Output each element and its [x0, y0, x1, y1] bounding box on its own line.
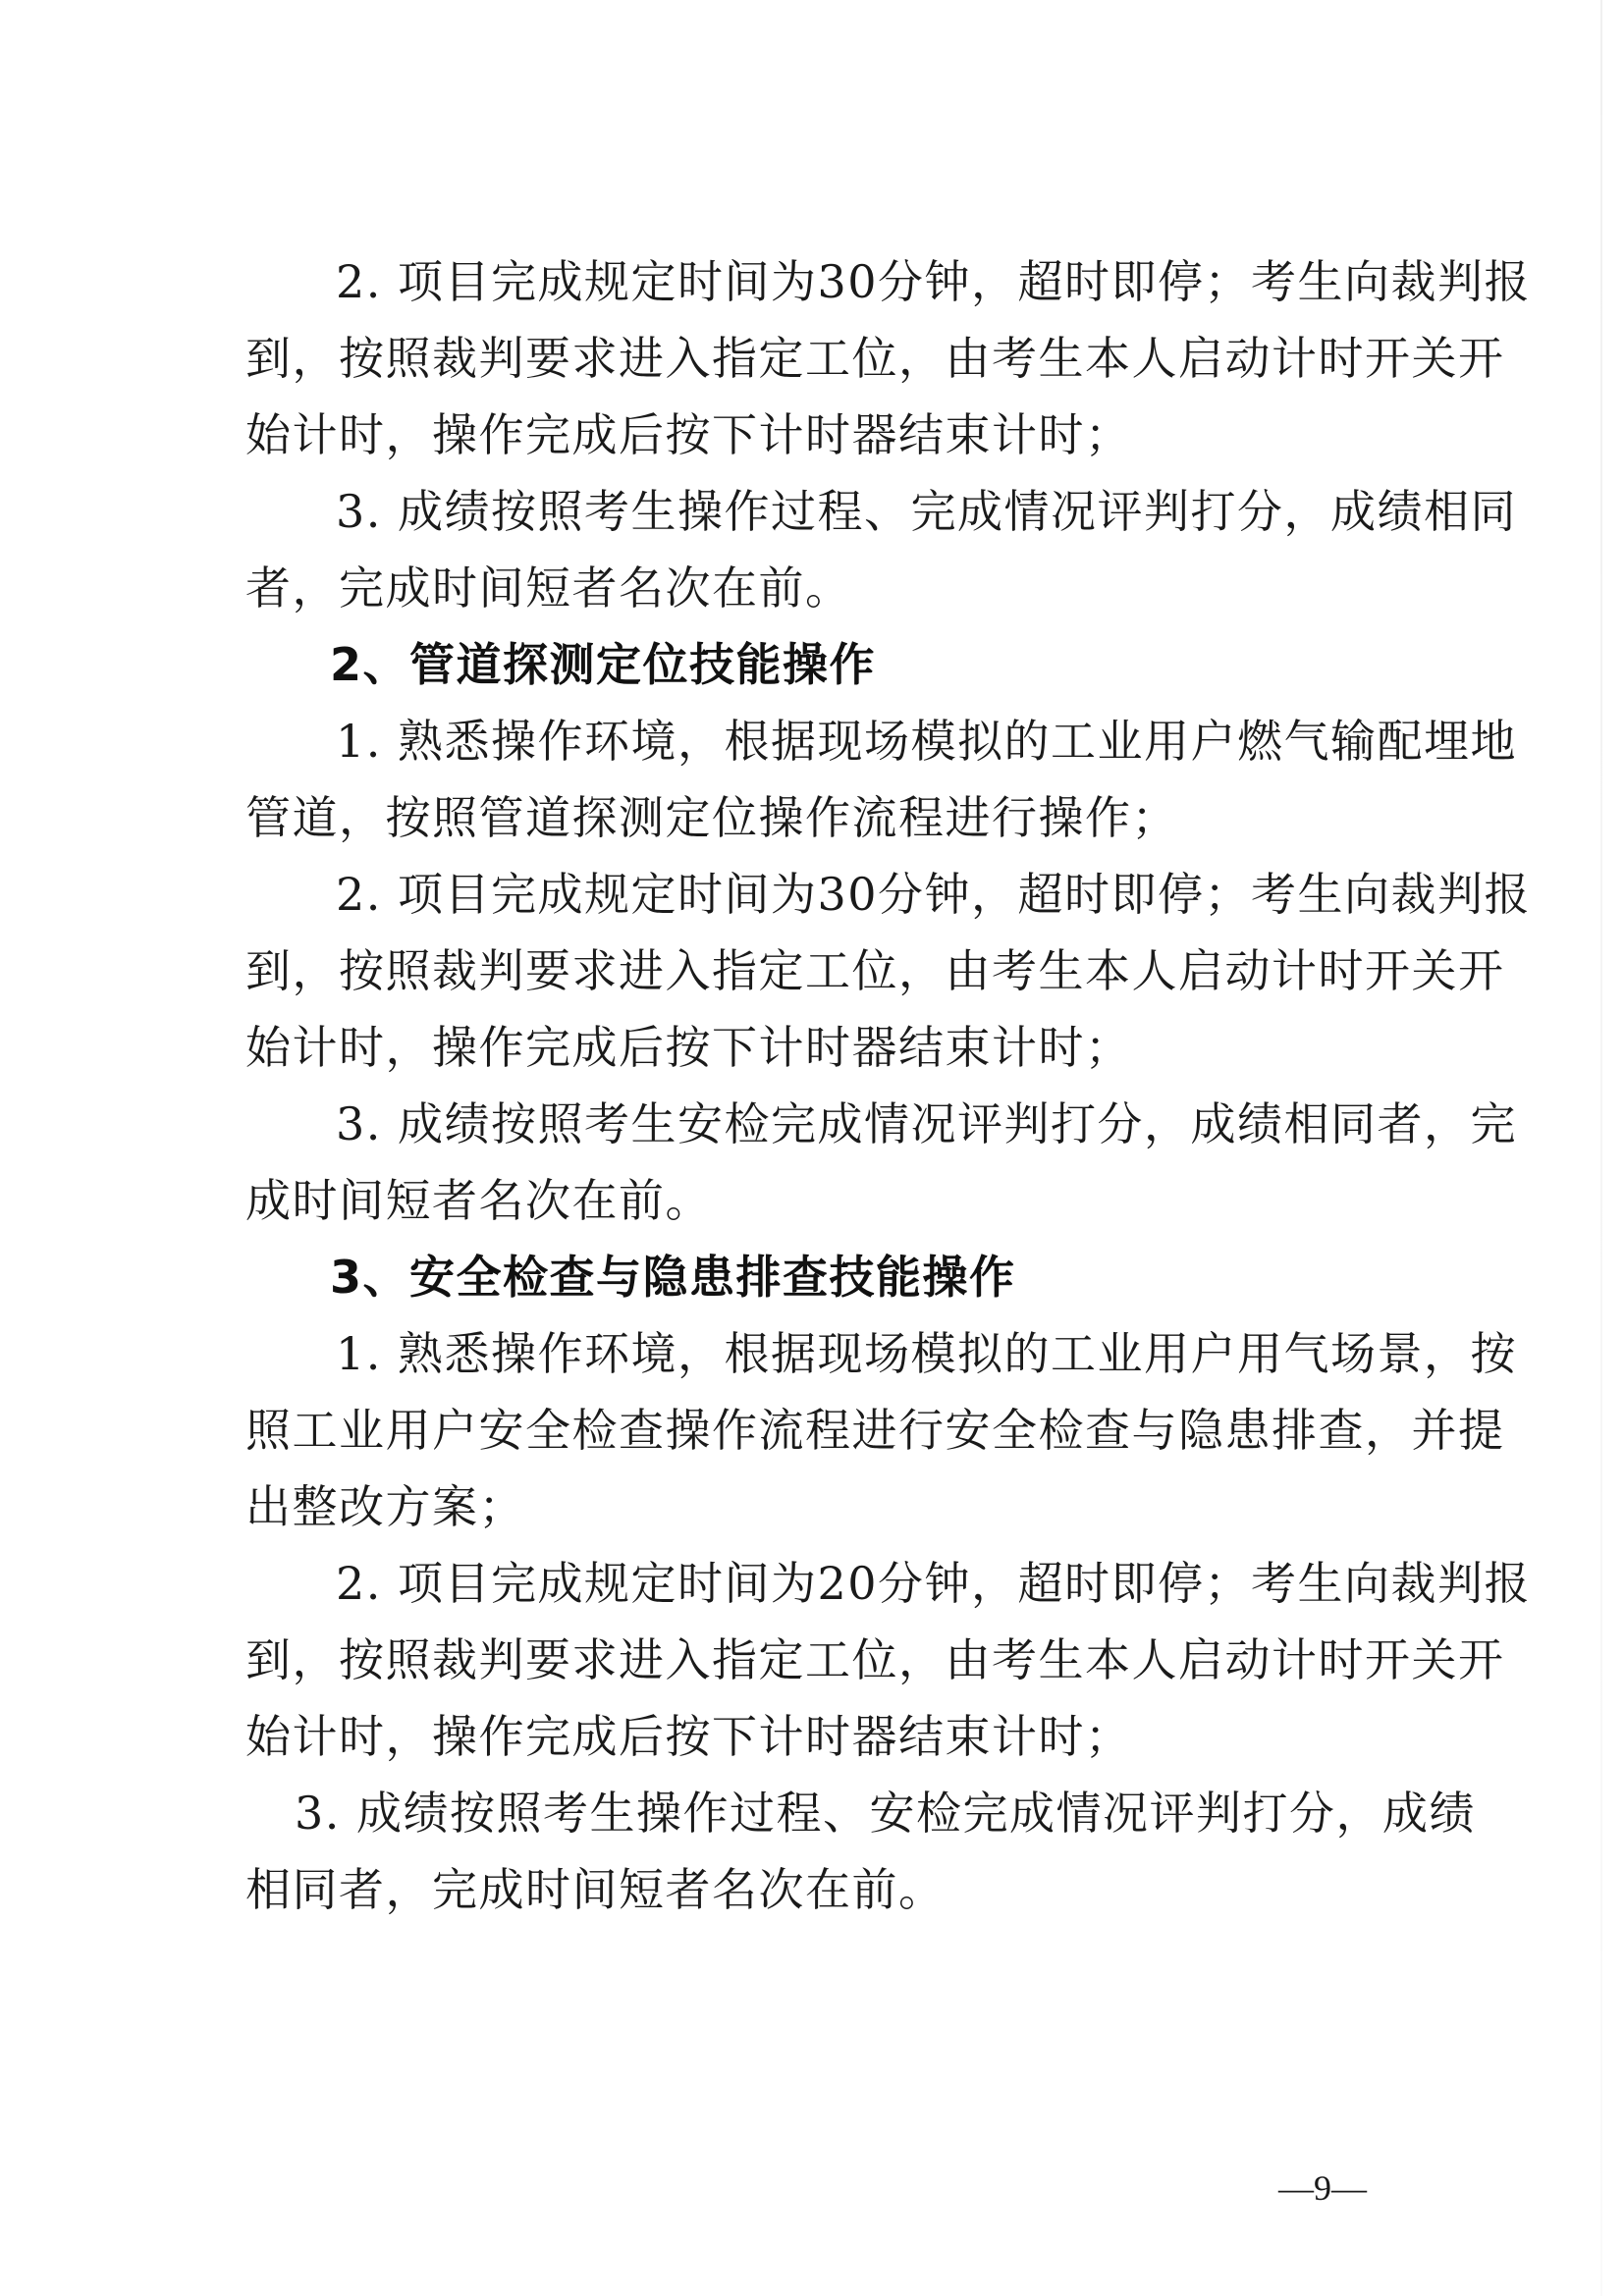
- paragraph-line: 2. 项目完成规定时间为30分钟，超时即停；考生向裁判报: [336, 868, 1532, 921]
- paragraph-line: 始计时，操作完成后按下计时器结束计时；: [245, 1021, 1132, 1074]
- section-heading: 2、管道探测定位技能操作: [330, 638, 877, 691]
- paragraph-line: 始计时，操作完成后按下计时器结束计时；: [245, 1710, 1132, 1763]
- paragraph-line: 出整改方案；: [245, 1480, 525, 1533]
- paragraph-line: 1. 熟悉操作环境，根据现场模拟的工业用户燃气输配埋地: [336, 715, 1518, 768]
- paragraph-line: 相同者，完成时间短者名次在前。: [245, 1863, 946, 1916]
- paragraph-line: 3. 成绩按照考生操作过程、安检完成情况评判打分，成绩: [295, 1787, 1477, 1840]
- paragraph-line: 到，按照裁判要求进入指定工位，由考生本人启动计时开关开: [245, 332, 1505, 385]
- paragraph-line: 2. 项目完成规定时间为30分钟，超时即停；考生向裁判报: [336, 255, 1532, 308]
- paragraph-line: 3. 成绩按照考生安检完成情况评判打分，成绩相同者，完: [336, 1097, 1518, 1150]
- paragraph-line: 始计时，操作完成后按下计时器结束计时；: [245, 408, 1132, 461]
- page-number: —9—: [1278, 2168, 1367, 2208]
- paragraph-line: 2. 项目完成规定时间为20分钟，超时即停；考生向裁判报: [336, 1557, 1532, 1610]
- paragraph-line: 成时间短者名次在前。: [245, 1174, 712, 1227]
- paragraph-line: 3. 成绩按照考生操作过程、完成情况评判打分，成绩相同: [336, 485, 1518, 538]
- paragraph-line: 管道，按照管道探测定位操作流程进行操作；: [245, 791, 1178, 844]
- paragraph-line: 到，按照裁判要求进入指定工位，由考生本人启动计时开关开: [245, 944, 1505, 997]
- paragraph-line: 照工业用户安全检查操作流程进行安全检查与隐患排查，并提: [245, 1404, 1505, 1457]
- paragraph-line: 到，按照裁判要求进入指定工位，由考生本人启动计时开关开: [245, 1633, 1505, 1686]
- paragraph-line: 1. 熟悉操作环境，根据现场模拟的工业用户用气场景，按: [336, 1327, 1518, 1380]
- paragraph-line: 者，完成时间短者名次在前。: [245, 561, 852, 614]
- section-heading: 3、安全检查与隐患排查技能操作: [330, 1251, 1016, 1304]
